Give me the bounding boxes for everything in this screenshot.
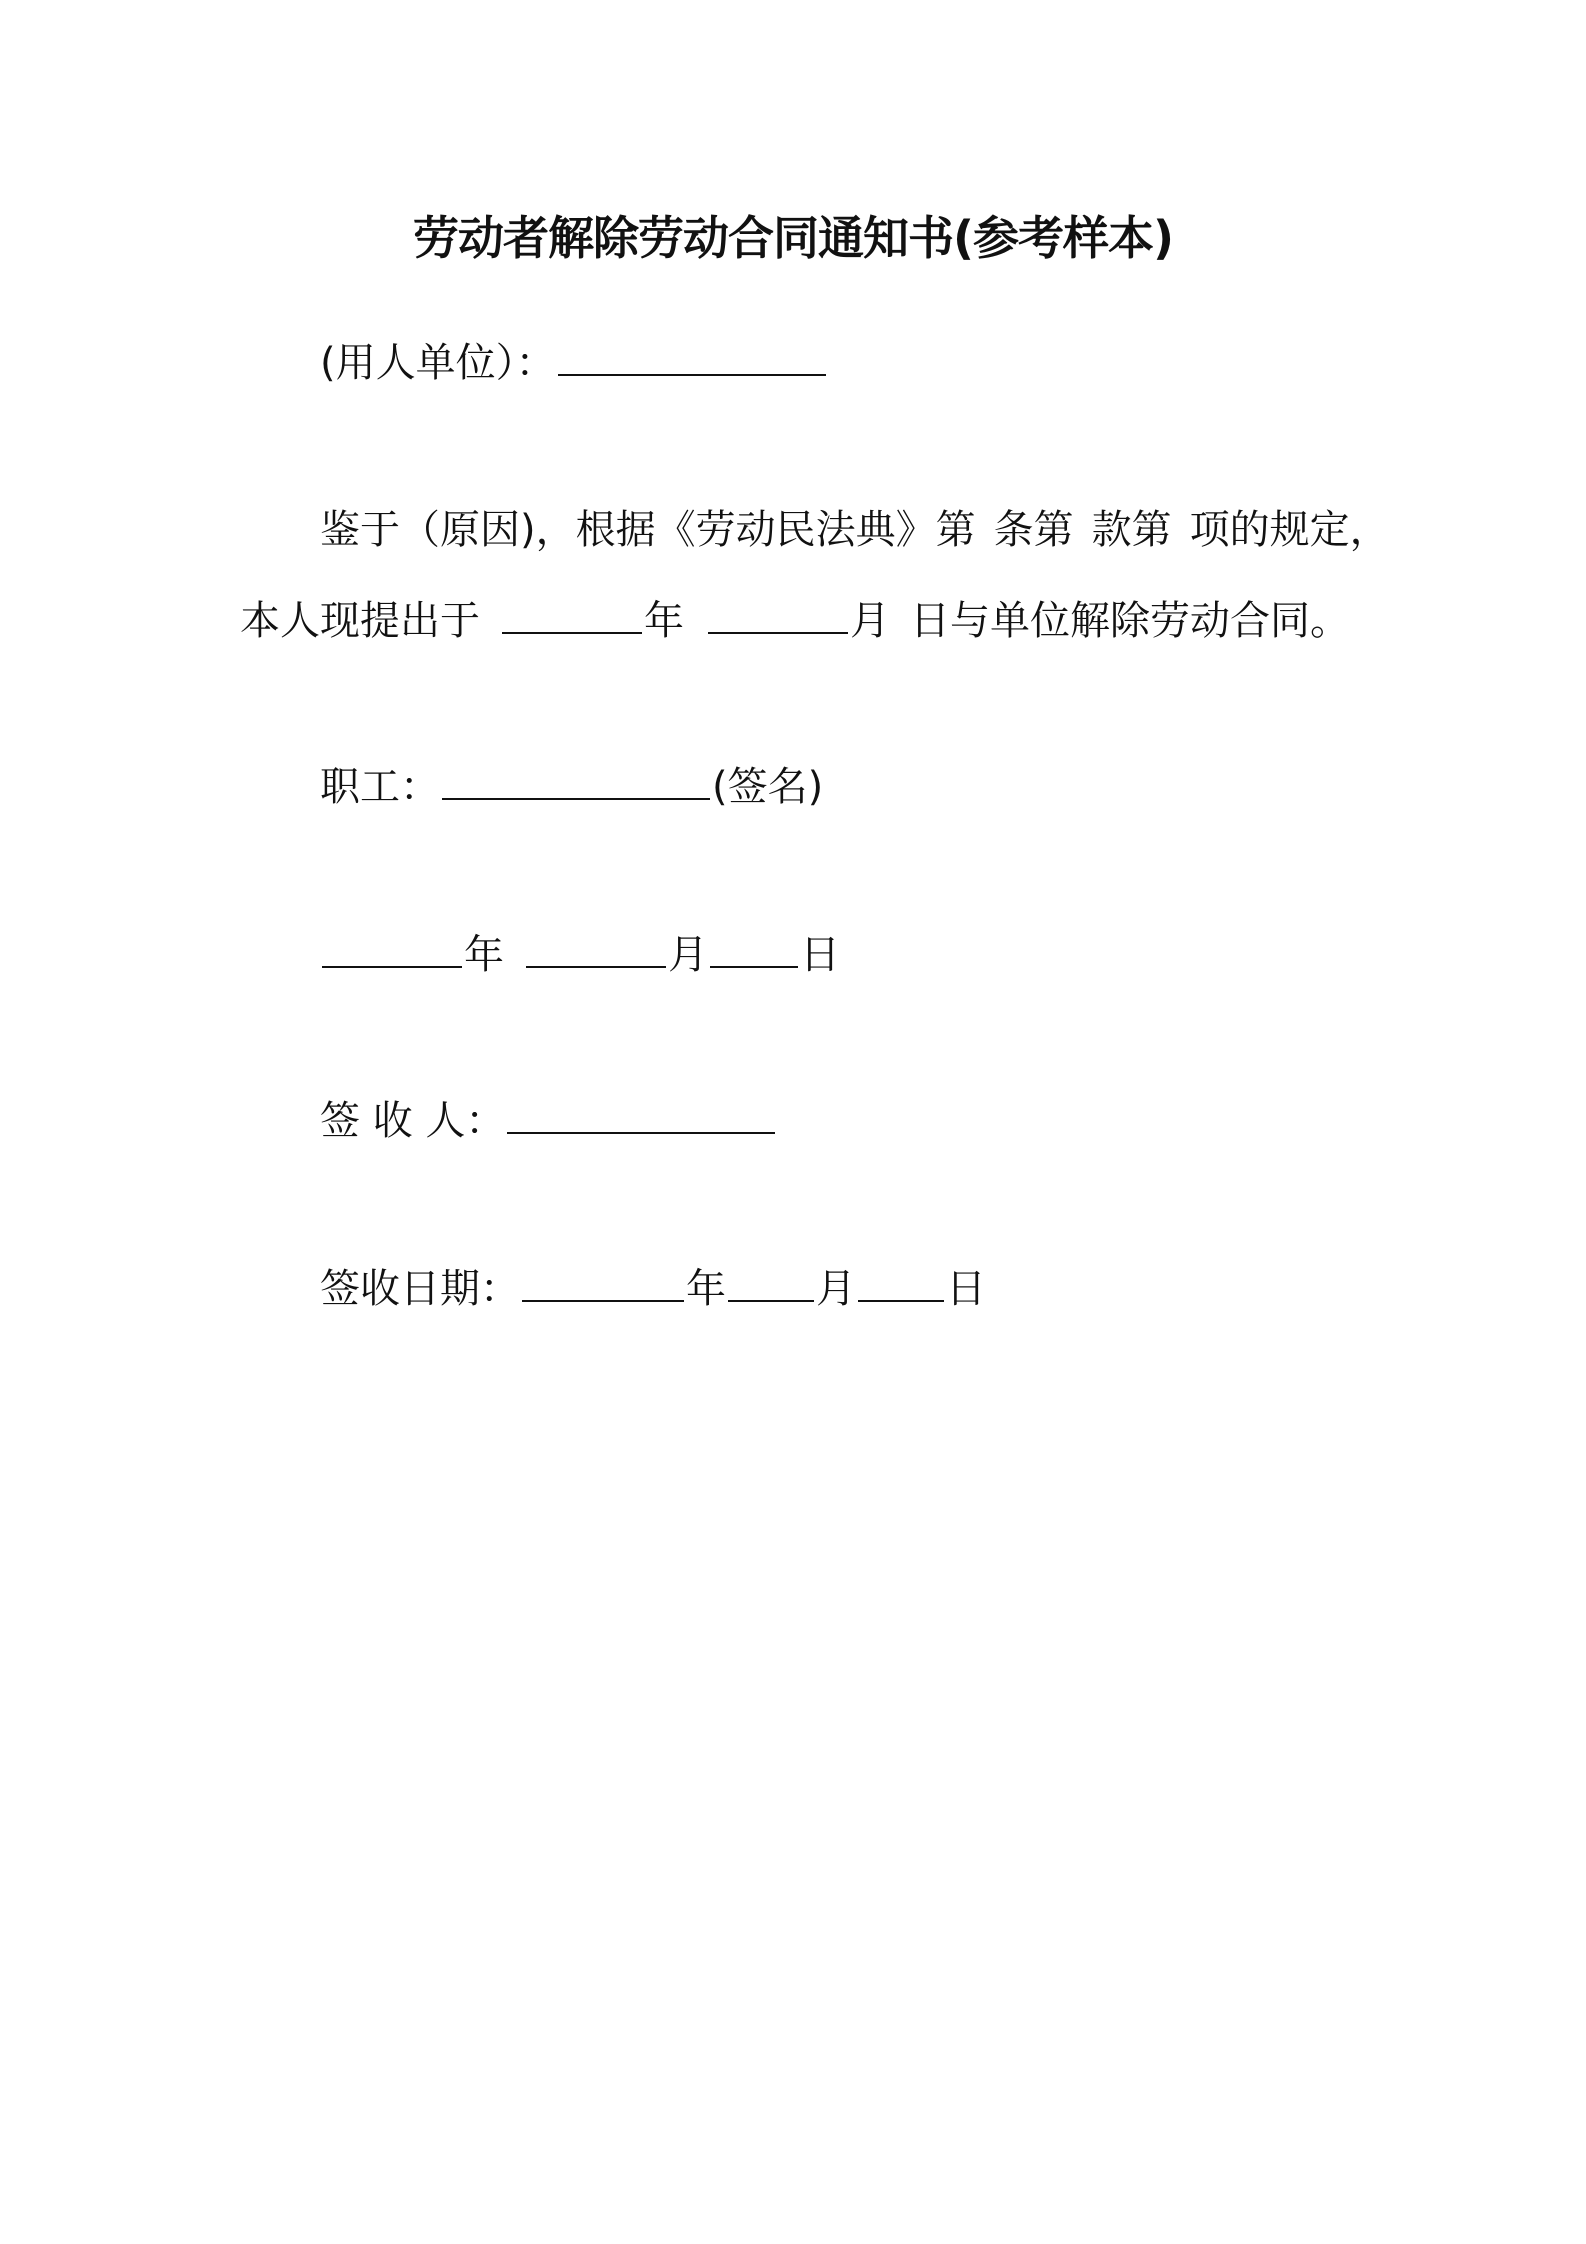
signature-year-label: 年 xyxy=(464,932,504,978)
receipt-date-label: 签收日期： xyxy=(320,1266,520,1312)
body-text-part-1: 鉴于（原因)，根据《劳动民法典》第 xyxy=(320,507,976,553)
receiver-blank[interactable] xyxy=(507,1088,775,1134)
body-line-2-start: 本人现提出于 xyxy=(240,598,480,644)
body-line-2 xyxy=(240,588,1350,649)
receipt-day-label: 日 xyxy=(946,1266,986,1312)
quit-year-blank[interactable] xyxy=(502,588,642,634)
employer-label: (用人单位）： xyxy=(320,340,556,386)
receipt-year-blank[interactable] xyxy=(522,1256,684,1302)
body-text-part-2: 条第 xyxy=(993,507,1074,553)
employer-line xyxy=(320,330,828,391)
body-text-part-3: 款第 xyxy=(1091,507,1172,553)
receiver-label: 签 收 人： xyxy=(320,1098,506,1144)
receipt-month-blank[interactable] xyxy=(728,1256,814,1302)
signature-month-blank[interactable] xyxy=(526,922,666,968)
quit-year-label: 年 xyxy=(644,598,684,644)
signature-day-label: 日 xyxy=(800,932,840,978)
employer-blank[interactable] xyxy=(558,330,826,376)
quit-month-blank[interactable] xyxy=(708,588,848,634)
receiver-line xyxy=(320,1088,777,1149)
employee-signature-line xyxy=(320,754,823,815)
body-line-1 xyxy=(320,502,1390,558)
signature-note: (签名) xyxy=(712,764,824,810)
signature-day-blank[interactable] xyxy=(710,922,798,968)
body-text-part-4: 项的规定， xyxy=(1189,507,1390,553)
receipt-month-label: 月 xyxy=(816,1266,856,1312)
signature-year-blank[interactable] xyxy=(322,922,462,968)
body-line-2-end: 日与单位解除劳动合同。 xyxy=(910,598,1350,644)
signature-date-line xyxy=(320,922,840,983)
signature-month-label: 月 xyxy=(668,932,708,978)
receipt-day-blank[interactable] xyxy=(858,1256,944,1302)
receipt-date-line xyxy=(320,1256,986,1317)
document-title: 劳动者解除劳动合同通知书(参考样本) xyxy=(412,211,1174,265)
employee-signature-blank[interactable] xyxy=(442,754,710,800)
quit-month-label: 月 xyxy=(850,598,890,644)
employee-label: 职工： xyxy=(320,764,440,810)
receipt-year-label: 年 xyxy=(686,1266,726,1312)
